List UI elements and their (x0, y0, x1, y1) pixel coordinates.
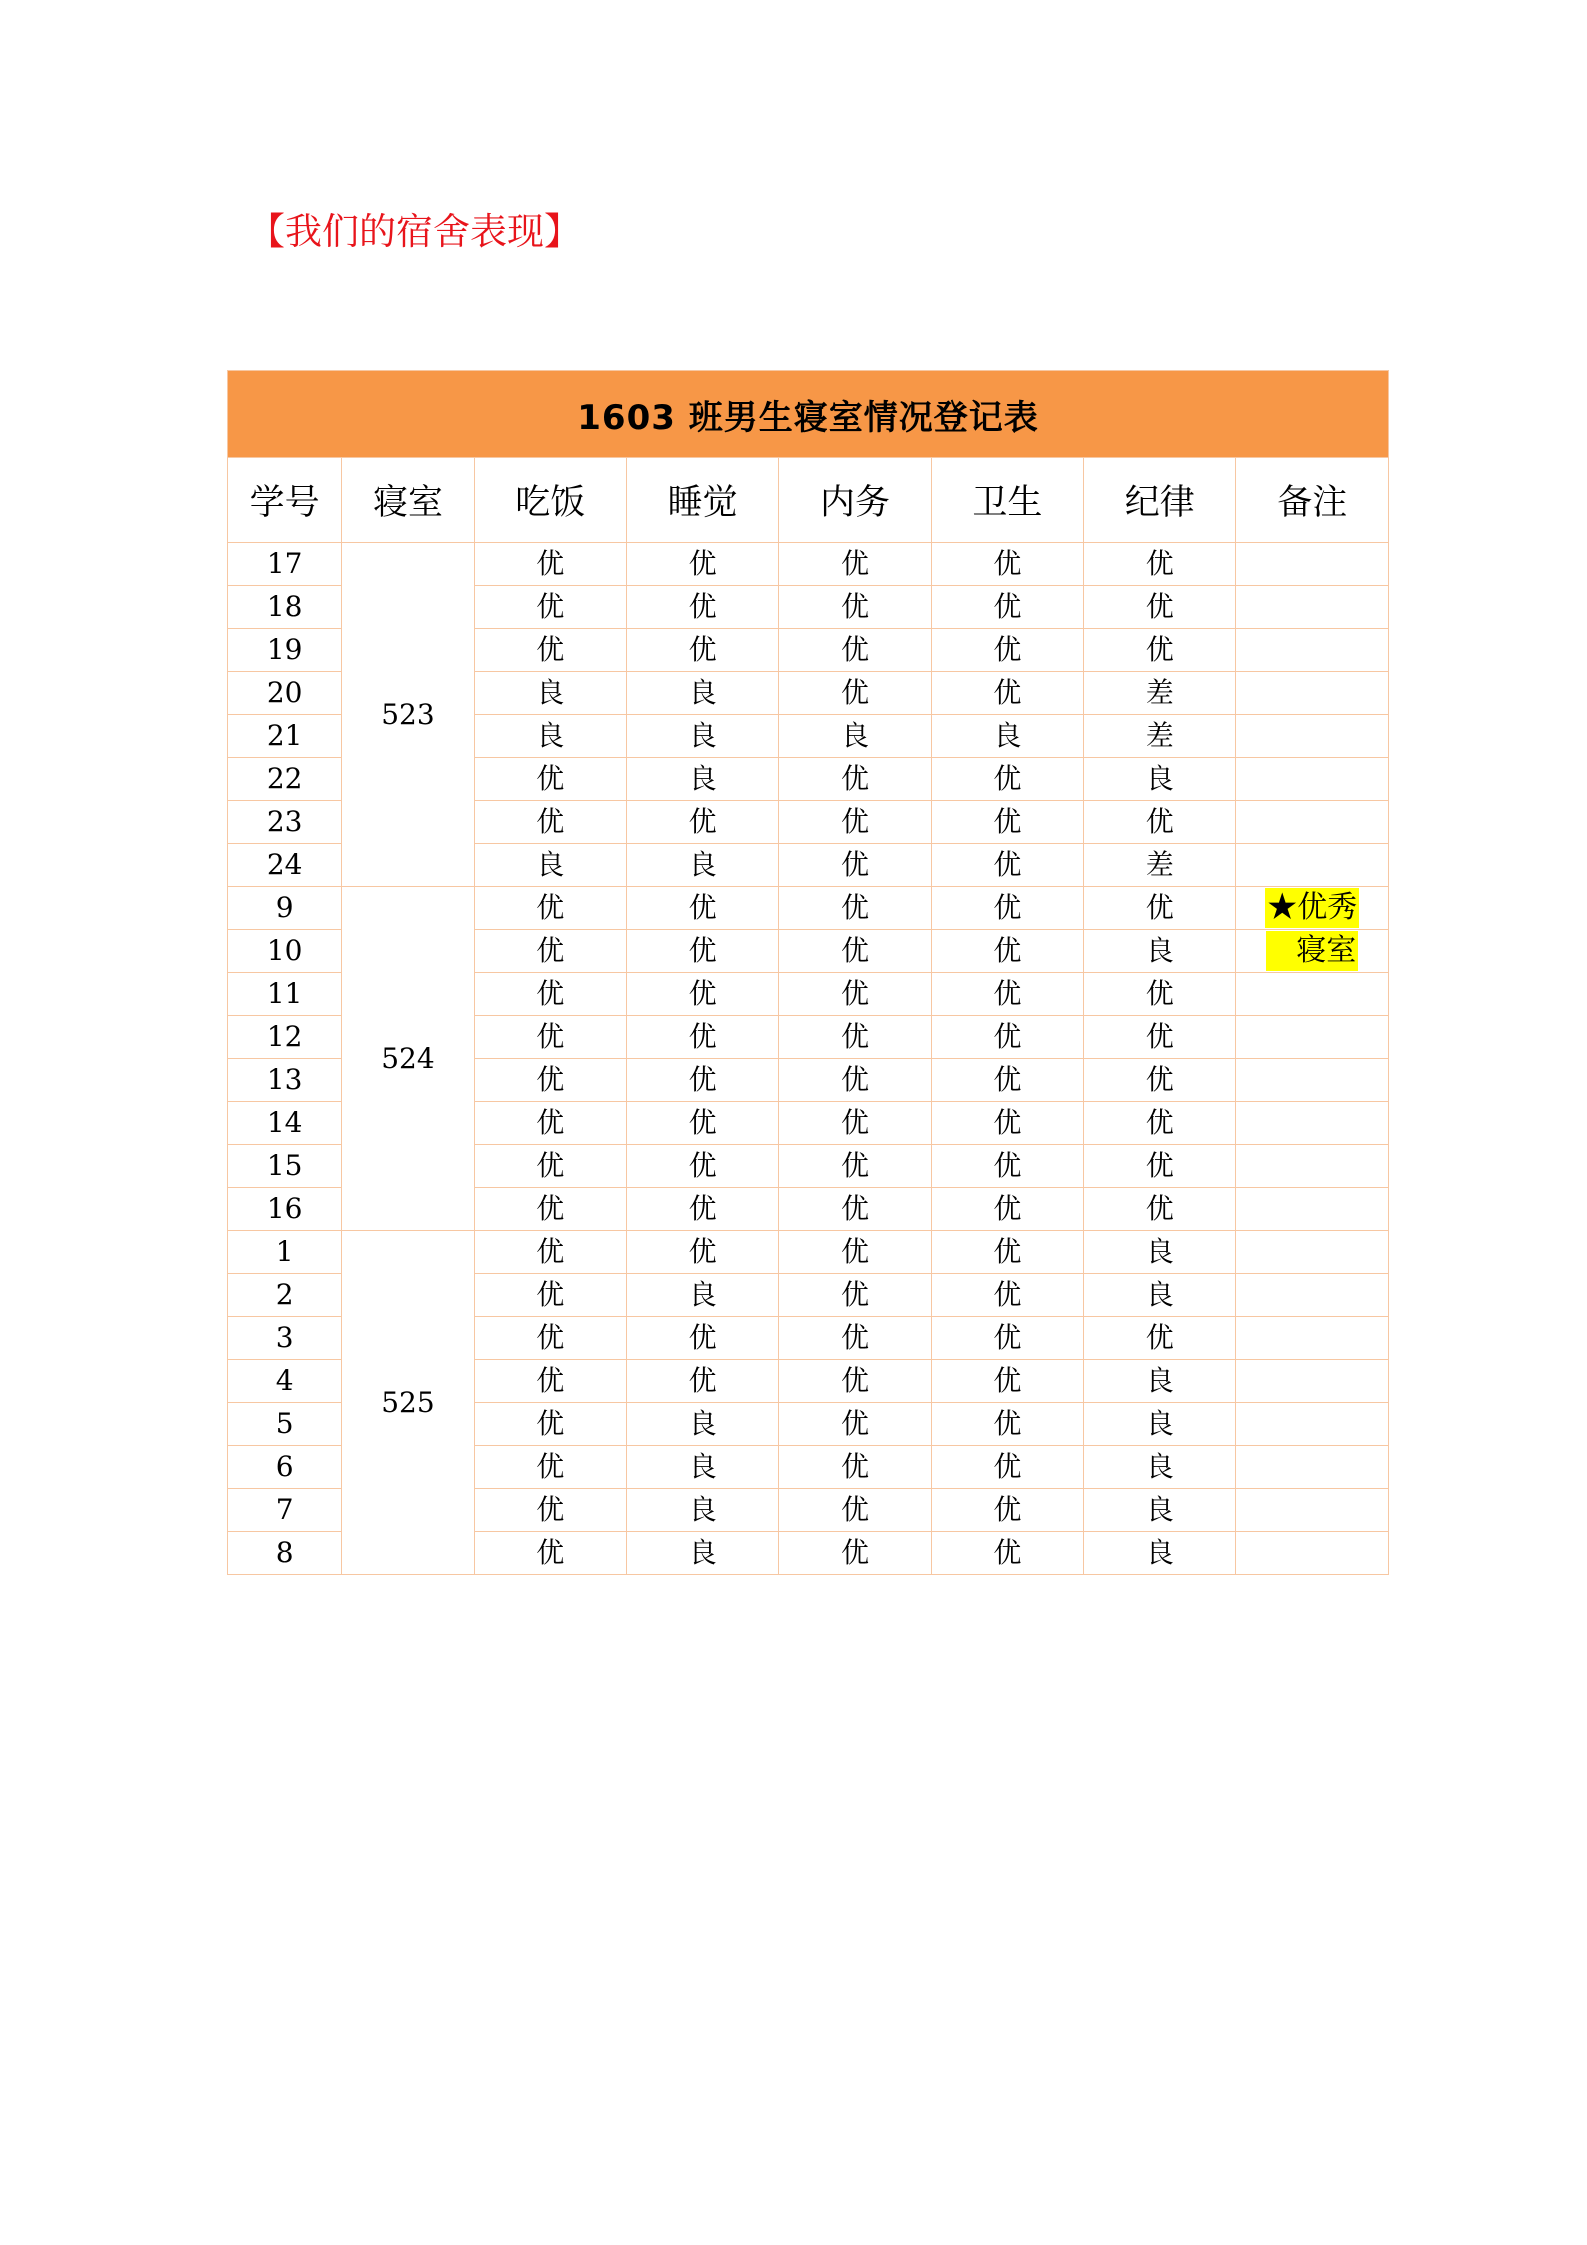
column-header: 纪律 (1084, 458, 1236, 543)
score-cell: 优 (931, 672, 1083, 715)
score-cell: 优 (1084, 1188, 1236, 1231)
note-cell (1236, 1360, 1389, 1403)
score-cell: 优 (1084, 629, 1236, 672)
note-cell (1236, 543, 1389, 586)
score-cell: 优 (626, 1360, 778, 1403)
score-cell: 优 (779, 586, 931, 629)
note-cell (1236, 758, 1389, 801)
note-cell (1236, 586, 1389, 629)
score-cell: 优 (779, 1102, 931, 1145)
student-id-cell: 2 (228, 1274, 342, 1317)
score-cell: 良 (1084, 930, 1236, 973)
score-cell: 优 (1084, 801, 1236, 844)
score-cell: 良 (779, 715, 931, 758)
score-cell: 良 (474, 844, 626, 887)
score-cell: 优 (779, 543, 931, 586)
score-cell: 优 (931, 930, 1083, 973)
score-cell: 优 (779, 672, 931, 715)
score-cell: 优 (779, 1532, 931, 1575)
score-cell: 优 (779, 1231, 931, 1274)
score-cell: 优 (474, 543, 626, 586)
score-cell: 优 (779, 930, 931, 973)
score-cell: 优 (1084, 1145, 1236, 1188)
note-cell (1236, 1403, 1389, 1446)
note-cell (1236, 1489, 1389, 1532)
student-id-cell: 21 (228, 715, 342, 758)
score-cell: 良 (626, 1489, 778, 1532)
score-cell: 良 (1084, 758, 1236, 801)
score-cell: 优 (931, 1446, 1083, 1489)
score-cell: 优 (626, 1317, 778, 1360)
score-cell: 优 (474, 1446, 626, 1489)
note-cell (1236, 1231, 1389, 1274)
score-cell: 优 (474, 1360, 626, 1403)
score-cell: 优 (626, 1231, 778, 1274)
score-cell: 优 (931, 1360, 1083, 1403)
score-cell: 优 (474, 629, 626, 672)
column-header: 吃饭 (474, 458, 626, 543)
score-cell: 优 (626, 1188, 778, 1231)
score-cell: 良 (1084, 1489, 1236, 1532)
score-cell: 优 (1084, 1317, 1236, 1360)
score-cell: 良 (626, 715, 778, 758)
score-cell: 差 (1084, 715, 1236, 758)
score-cell: 优 (779, 973, 931, 1016)
score-cell: 优 (931, 844, 1083, 887)
score-cell: 优 (474, 801, 626, 844)
score-cell: 优 (931, 1188, 1083, 1231)
score-cell: 优 (779, 1274, 931, 1317)
score-cell: 优 (779, 801, 931, 844)
note-cell (1236, 801, 1389, 844)
score-cell: 良 (931, 715, 1083, 758)
score-cell: 优 (931, 1231, 1083, 1274)
score-cell: 优 (779, 1360, 931, 1403)
score-cell: 良 (474, 672, 626, 715)
score-cell: 优 (1084, 1059, 1236, 1102)
score-cell: 优 (474, 1059, 626, 1102)
student-id-cell: 16 (228, 1188, 342, 1231)
column-header: 内务 (779, 458, 931, 543)
score-cell: 优 (1084, 543, 1236, 586)
column-header: 睡觉 (626, 458, 778, 543)
note-cell (1236, 629, 1389, 672)
note-cell (1236, 715, 1389, 758)
score-cell: 优 (474, 1532, 626, 1575)
room-cell: 524 (342, 887, 474, 1231)
note-cell (1236, 1446, 1389, 1489)
table-row (228, 1231, 1389, 1274)
note-cell (1236, 844, 1389, 887)
student-id-cell: 9 (228, 887, 342, 930)
student-id-cell: 24 (228, 844, 342, 887)
table-title: 1603 班男生寝室情况登记表 (228, 371, 1389, 458)
excellent-dorm-badge: ★优秀 (1265, 888, 1359, 928)
score-cell: 优 (474, 887, 626, 930)
score-cell: 优 (779, 1188, 931, 1231)
score-cell: 优 (931, 758, 1083, 801)
score-cell: 优 (779, 1016, 931, 1059)
score-cell: 优 (931, 1016, 1083, 1059)
score-cell: 优 (931, 1102, 1083, 1145)
note-cell (1236, 672, 1389, 715)
note-cell (1236, 1317, 1389, 1360)
score-cell: 优 (931, 801, 1083, 844)
note-cell (1236, 1188, 1389, 1231)
score-cell: 优 (1084, 1016, 1236, 1059)
student-id-cell: 6 (228, 1446, 342, 1489)
score-cell: 优 (779, 887, 931, 930)
score-cell: 优 (474, 1274, 626, 1317)
score-cell: 良 (474, 715, 626, 758)
student-id-cell: 14 (228, 1102, 342, 1145)
student-id-cell: 5 (228, 1403, 342, 1446)
score-cell: 优 (1084, 973, 1236, 1016)
score-cell: 优 (474, 930, 626, 973)
column-header: 学号 (228, 458, 342, 543)
score-cell: 优 (931, 586, 1083, 629)
score-cell: 优 (779, 1145, 931, 1188)
score-cell: 优 (931, 1317, 1083, 1360)
score-cell: 优 (1084, 887, 1236, 930)
note-cell (1236, 1532, 1389, 1575)
score-cell: 优 (626, 629, 778, 672)
score-cell: 优 (779, 1317, 931, 1360)
student-id-cell: 23 (228, 801, 342, 844)
score-cell: 优 (779, 1446, 931, 1489)
score-cell: 优 (931, 1274, 1083, 1317)
score-cell: 优 (779, 758, 931, 801)
student-id-cell: 15 (228, 1145, 342, 1188)
score-cell: 优 (931, 1403, 1083, 1446)
score-cell: 良 (626, 672, 778, 715)
score-cell: 优 (779, 1059, 931, 1102)
score-cell: 优 (931, 973, 1083, 1016)
student-id-cell: 22 (228, 758, 342, 801)
page-heading: 【我们的宿舍表现】 (248, 210, 581, 253)
score-cell: 优 (931, 543, 1083, 586)
score-cell: 优 (931, 1145, 1083, 1188)
column-header: 卫生 (931, 458, 1083, 543)
score-cell: 良 (1084, 1231, 1236, 1274)
score-cell: 良 (626, 1403, 778, 1446)
score-cell: 优 (474, 586, 626, 629)
score-cell: 优 (1084, 586, 1236, 629)
score-cell: 良 (626, 1446, 778, 1489)
score-cell: 优 (474, 1016, 626, 1059)
score-cell: 优 (779, 629, 931, 672)
score-cell: 优 (931, 1532, 1083, 1575)
score-cell: 差 (1084, 844, 1236, 887)
student-id-cell: 12 (228, 1016, 342, 1059)
score-cell: 优 (779, 1489, 931, 1532)
score-cell: 良 (626, 1532, 778, 1575)
score-cell: 优 (626, 543, 778, 586)
score-cell: 优 (626, 586, 778, 629)
score-cell: 良 (1084, 1532, 1236, 1575)
column-header: 寝室 (342, 458, 474, 543)
score-cell: 优 (931, 629, 1083, 672)
score-cell: 优 (474, 1145, 626, 1188)
dorm-record-table (227, 370, 1389, 1575)
note-cell (1236, 973, 1389, 1016)
score-cell: 优 (626, 1016, 778, 1059)
score-cell: 优 (474, 1102, 626, 1145)
student-id-cell: 18 (228, 586, 342, 629)
student-id-cell: 3 (228, 1317, 342, 1360)
score-cell: 优 (626, 973, 778, 1016)
student-id-cell: 10 (228, 930, 342, 973)
student-id-cell: 17 (228, 543, 342, 586)
student-id-cell: 1 (228, 1231, 342, 1274)
student-id-cell: 4 (228, 1360, 342, 1403)
score-cell: 优 (931, 1489, 1083, 1532)
score-cell: 优 (779, 844, 931, 887)
note-cell (1236, 930, 1389, 973)
score-cell: 优 (474, 1403, 626, 1446)
note-cell (1236, 1016, 1389, 1059)
table-body (228, 543, 1389, 1575)
student-id-cell: 11 (228, 973, 342, 1016)
score-cell: 优 (474, 1317, 626, 1360)
score-cell: 良 (1084, 1446, 1236, 1489)
score-cell: 优 (626, 930, 778, 973)
room-cell: 523 (342, 543, 474, 887)
score-cell: 优 (474, 973, 626, 1016)
table-row (228, 887, 1389, 930)
student-id-cell: 13 (228, 1059, 342, 1102)
score-cell: 优 (1084, 1102, 1236, 1145)
column-header-row (228, 458, 1389, 543)
score-cell: 优 (474, 758, 626, 801)
student-id-cell: 19 (228, 629, 342, 672)
student-id-cell: 20 (228, 672, 342, 715)
score-cell: 良 (1084, 1403, 1236, 1446)
score-cell: 优 (626, 801, 778, 844)
score-cell: 优 (626, 887, 778, 930)
score-cell: 优 (474, 1231, 626, 1274)
excellent-dorm-badge-line2: 寝室 (1266, 931, 1358, 971)
score-cell: 良 (626, 758, 778, 801)
score-cell: 优 (931, 887, 1083, 930)
student-id-cell: 7 (228, 1489, 342, 1532)
score-cell: 优 (931, 1059, 1083, 1102)
score-cell: 良 (626, 1274, 778, 1317)
score-cell: 差 (1084, 672, 1236, 715)
score-cell: 良 (1084, 1274, 1236, 1317)
note-cell (1236, 1145, 1389, 1188)
score-cell: 优 (779, 1403, 931, 1446)
table-row (228, 543, 1389, 586)
score-cell: 优 (626, 1059, 778, 1102)
note-cell (1236, 1102, 1389, 1145)
room-cell: 525 (342, 1231, 474, 1575)
note-cell (1236, 1059, 1389, 1102)
score-cell: 优 (474, 1188, 626, 1231)
score-cell: 良 (1084, 1360, 1236, 1403)
note-cell (1236, 1274, 1389, 1317)
student-id-cell: 8 (228, 1532, 342, 1575)
note-cell (1236, 887, 1389, 930)
score-cell: 良 (626, 844, 778, 887)
score-cell: 优 (626, 1145, 778, 1188)
column-header: 备注 (1236, 458, 1389, 543)
score-cell: 优 (626, 1102, 778, 1145)
score-cell: 优 (474, 1489, 626, 1532)
